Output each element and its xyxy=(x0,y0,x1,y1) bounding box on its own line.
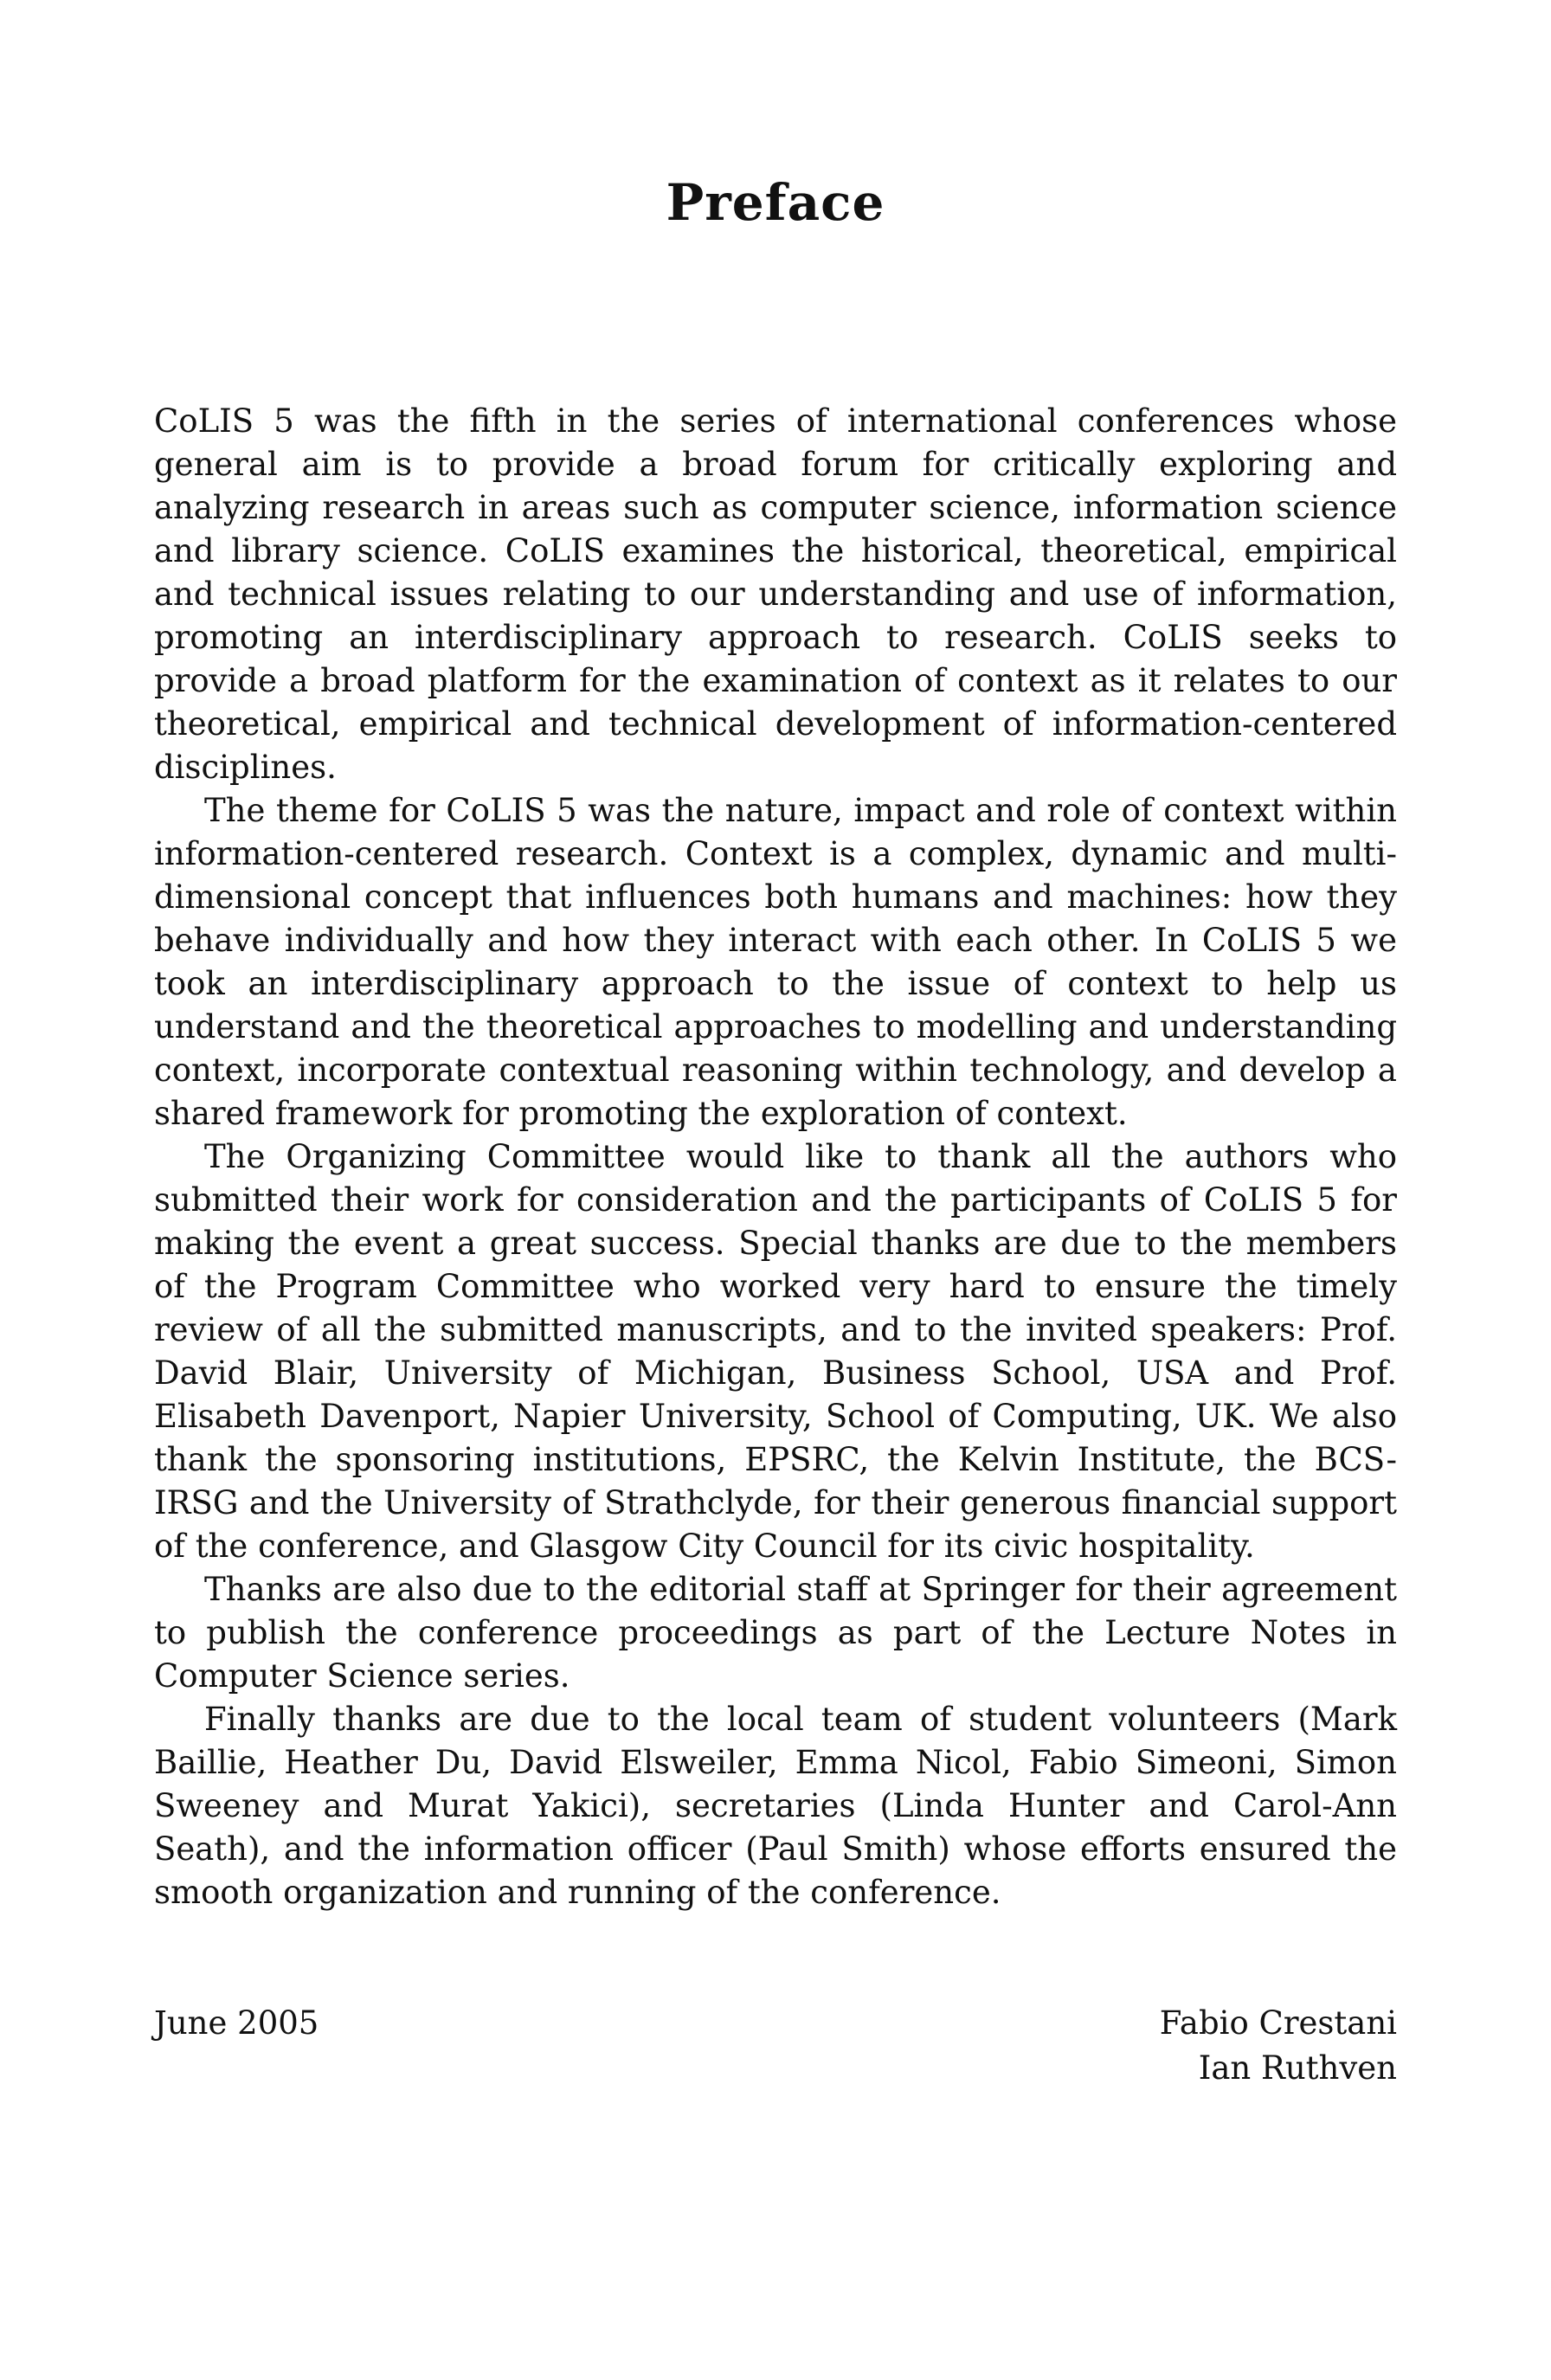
page-title: Preface xyxy=(666,173,885,232)
paragraph: CoLIS 5 was the fifth in the series of international conferences whose general aim is to provide a broad forum for critically exploring and analyzing research in areas such as computer science, information science and library science. CoLIS examines the historical, theoretical, empirical and technical issues relating to our understanding and use of information, promoting an interdisciplinary approach to research. CoLIS seeks to provide a broad platform for the examination of context as it relates to our theoretical, empirical and technical development of information-centered disciplines. xyxy=(154,402,1397,786)
author-name: Ian Ruthven xyxy=(1198,2049,1397,2087)
paragraph: The Organizing Committee would like to thank all the authors who submitted their work for consideration and the participants of CoLIS 5 for making the event a great success. Special thanks are due to the members of the Program Committee who worked very hard to ensure the timely review of all the submitted manuscripts, and to the invited speakers: Prof. David Blair, University of Michigan, Business School, USA and Prof. Elisabeth Davenport, Napier University, School of Computing, UK. We also thank the sponsoring institutions, EPSRC, the Kelvin Institute, the BCS-IRSG and the University of Strathclyde, for their generous financial support of the conference, and Glasgow City Council for its civic hospitality. xyxy=(154,1138,1397,1565)
preface-body xyxy=(154,400,1397,1914)
date: June 2005 xyxy=(154,2004,319,2042)
paragraph: Finally thanks are due to the local team of student volunteers (Mark Baillie, Heather Du, David Elsweiler, Emma Nicol, Fabio Simeoni, Simon Sweeney and Murat Yakici), secretaries (Linda Hunter and Carol-Ann Seath), and the information officer (Paul Smith) whose efforts ensured the smooth organization and running of the conference. xyxy=(154,1701,1397,1911)
paragraph: The theme for CoLIS 5 was the nature, impact and role of context within information-centered research. Context is a complex, dynamic and multi- dimensional concept that influences both humans and machines: how they behave individually and how they interact with each other. In CoLIS 5 we took an interdisciplinary approach to the issue of context to help us understand and the theoretical approaches to modelling and understanding context, incorporate contextual reasoning within technology, and develop a shared framework for promoting the exploration of context. xyxy=(154,792,1397,1132)
paragraph: Thanks are also due to the editorial staff at Springer for their agreement to publish the conference proceedings as part of the Lecture Notes in Computer Science series. xyxy=(154,1571,1397,1695)
author-name: Fabio Crestani xyxy=(1159,2004,1397,2042)
authors xyxy=(1160,2001,1397,2091)
